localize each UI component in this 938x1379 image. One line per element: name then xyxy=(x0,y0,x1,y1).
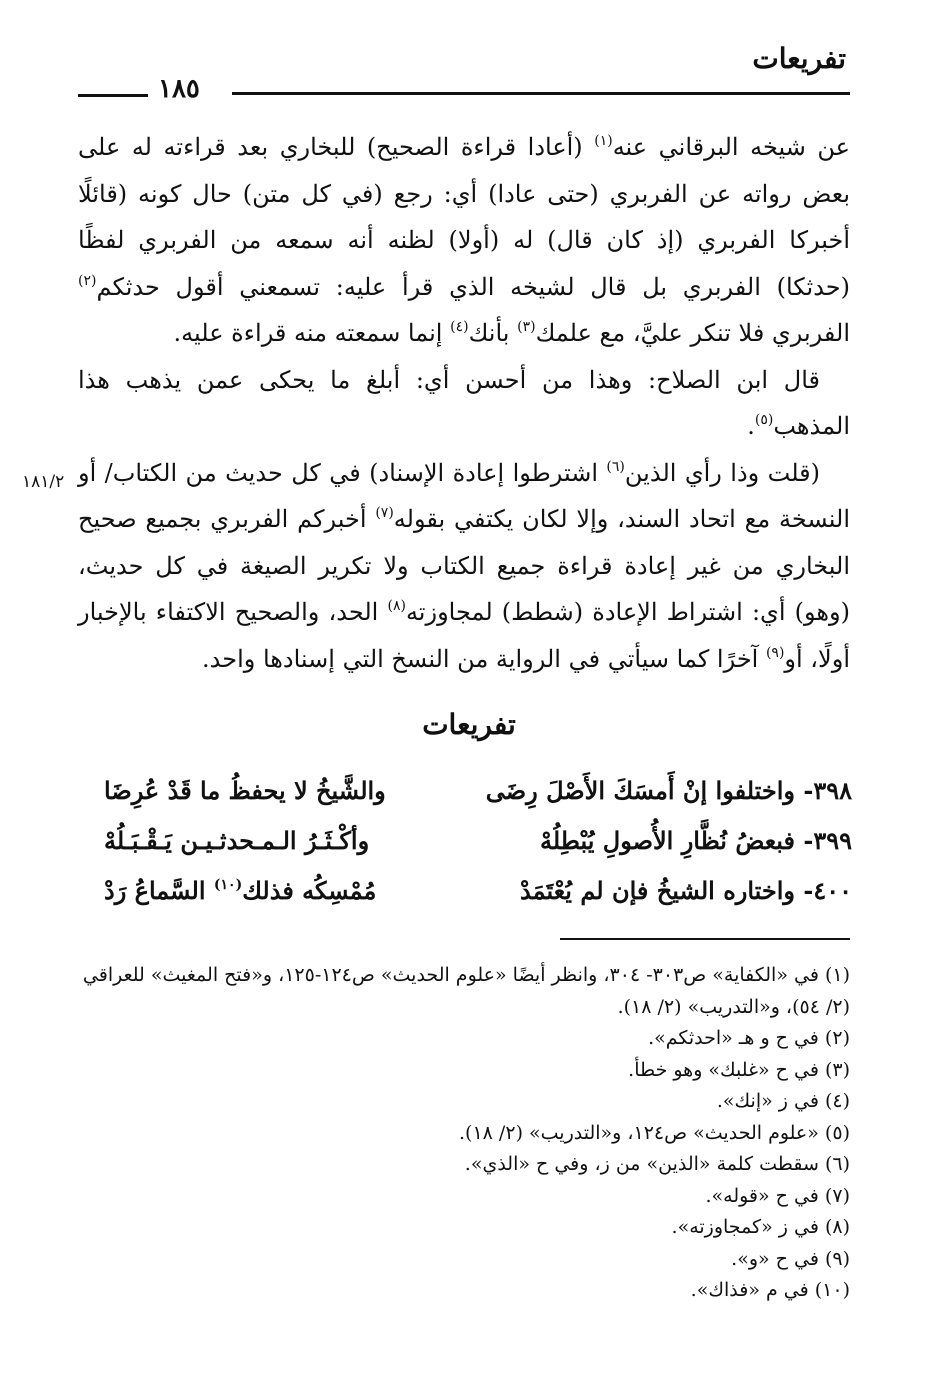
footnote-ref: (١) xyxy=(594,133,613,149)
verse-second-hemistich xyxy=(104,876,376,905)
footnote: (٥) «علوم الحديث» ص١٢٤، و«التدريب» (٢/ ١٨). xyxy=(459,1121,850,1144)
text-run: اشترطوا إعادة الإسناد) في كل حديث من الكتاب/ أو النسخة مع اتحاد السند، وإلا لكان يكتفي بقوله xyxy=(78,458,850,533)
footnotes xyxy=(78,960,850,1307)
footnote-separator xyxy=(560,938,850,940)
main-text xyxy=(78,124,850,682)
verse-line xyxy=(104,776,852,826)
verse-second-hemistich: وأكْـثَـرُ الـمـحدثـيـن يَـقْـبَـلُهْ xyxy=(104,826,370,855)
footnote: (٧) في ح «قوله». xyxy=(705,1184,850,1207)
paragraph-3 xyxy=(78,450,850,683)
verse-block xyxy=(104,776,852,926)
footnote: (٤) في ز «إنك». xyxy=(716,1090,850,1112)
footnote: (٨) في ز «كمجاوزته». xyxy=(671,1216,850,1238)
running-title: تفريعات xyxy=(752,42,846,75)
footnote-ref: (١٠) xyxy=(213,877,243,893)
footnote: (١) في «الكفاية» ص٣٠٣- ٣٠٤، وانظر أيضًا «علوم الحديث» ص١٢٤-١٢٥، و«فتح المغيث» للعراقي (٢/ ٥٤)، و«التدريب» (٢/ ١٨). xyxy=(82,964,850,1018)
footnote-ref: (٥) xyxy=(754,412,774,428)
footnote-ref: (٤) xyxy=(450,319,469,335)
footnote: (٣) في ح «غلبك» وهو خطأ. xyxy=(628,1058,850,1081)
footnote-ref: (٣) xyxy=(517,319,536,335)
footnote: (٦) سقطت كلمة «الذين» من ز، وفي ح «الذي». xyxy=(464,1153,850,1175)
footnote: (٩) في ح «و». xyxy=(731,1247,850,1270)
verse-second-hemistich: والشَّيخُ لا يحفظُ ما قَدْ عُرِضَا xyxy=(104,776,386,805)
text-run: الحد، والصحيح الاكتفاء بالإخبار أولًا، أو xyxy=(78,598,850,673)
verse-line xyxy=(104,826,852,876)
footnote-ref: (٦) xyxy=(606,458,625,475)
footnote-ref: (٩) xyxy=(765,644,785,661)
text-run: آخرًا كما سيأتي في الرواية من النسخ التي إسنادها واحد. xyxy=(202,644,766,673)
text-run: أخبركم الفربري بجميع صحيح البخاري من غير إعادة قراءة جميع الكتاب ولا تكرير الصيغة في كل حديث، (وهو) أي: اشتراط الإعادة (شطط) لمجاوزته xyxy=(78,505,851,626)
text-run: قال ابن الصلاح: وهذا من أحسن أي: أبلغ ما يحكى عمن يذهب هذا المذهب xyxy=(78,365,850,440)
text-run: الفربري فلا تنكر عليَّ، مع علمك xyxy=(535,319,850,347)
paragraph-1 xyxy=(78,124,850,357)
margin-page-reference: ١٨١/٢ xyxy=(22,472,65,492)
text-run: (قلت وذا رأي الذين xyxy=(624,458,820,487)
paragraph-2 xyxy=(78,357,850,450)
text-run: (أعادا قراءة الصحيح) للبخاري بعد قراءته له على بعض رواته عن الفربري (حتى عادا) أي: رجع (في كل متن) حال كونه (قائلًا أخبركا الفربري (إذ كان قال) له (أولا) لظنه أنه سمعه من الفربري لفظًا (حدثكا) الفربري بل قال لشيخه الذي قرأ عليه: تسمعني أقول حدثكم xyxy=(78,133,850,301)
text-run: عن شيخه البرقاني عنه xyxy=(612,133,850,161)
page-number: ١٨٥ xyxy=(148,74,210,104)
verse-first-hemistich: ٤٠٠- واختاره الشيخُ فإن لم يُعْتَمَدْ xyxy=(519,876,852,905)
text-run: إنما سمعته منه قراءة عليه. xyxy=(173,319,451,347)
footnote: (٢) في ح و هـ «احدثكم». xyxy=(648,1027,850,1049)
footnote: (١٠) في م «فذاك». xyxy=(690,1279,850,1301)
footnote-ref: (٧) xyxy=(375,505,394,521)
verse-line xyxy=(104,876,852,926)
verse-first-hemistich: ٣٩٩- فبعضُ نُظَّارِ الأُصولِ يُبْطِلُهْ xyxy=(539,826,852,855)
section-heading: تفريعات xyxy=(422,708,516,741)
header-rule-left xyxy=(78,94,148,97)
text-run: السَّماعُ رَدْ xyxy=(104,876,206,905)
header-rule-right xyxy=(232,92,850,95)
text-run: بأنك xyxy=(468,319,518,347)
verse-first-hemistich: ٣٩٨- واختلفوا إنْ أَمسَكَ الأَصْلَ رِضَى xyxy=(485,776,852,805)
text-run: مُمْسِكُه فذلك xyxy=(242,876,377,905)
footnote-ref: (٢) xyxy=(78,272,97,289)
footnote-ref: (٨) xyxy=(387,598,406,614)
text-run: . xyxy=(747,412,755,440)
